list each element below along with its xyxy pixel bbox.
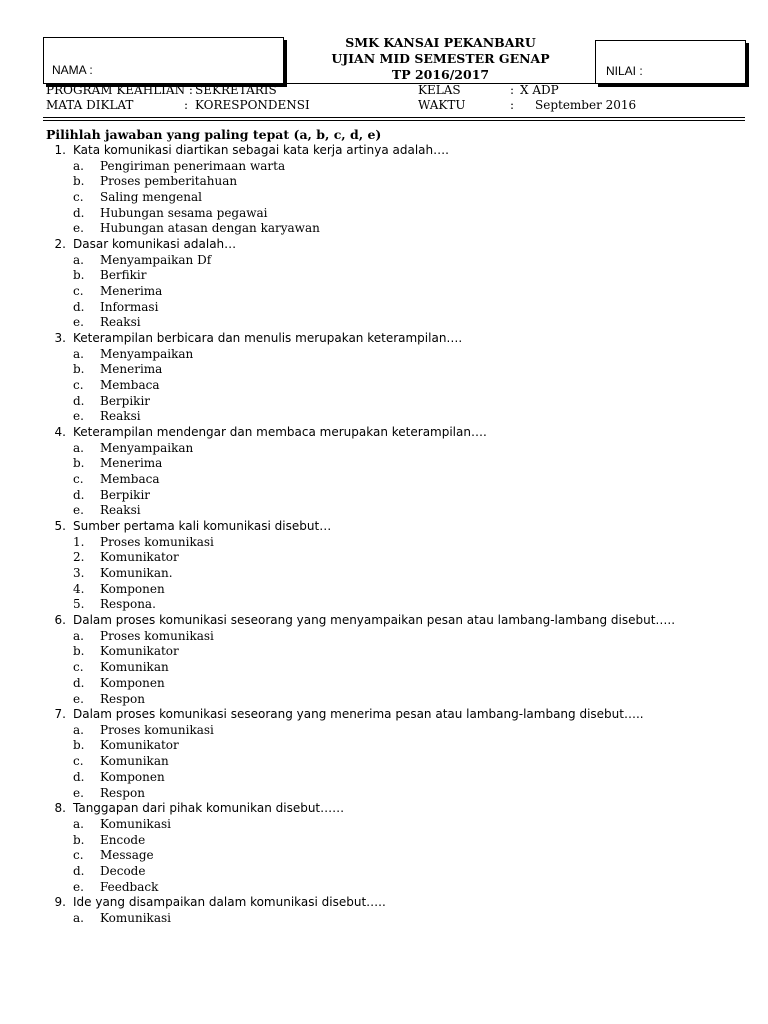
answer-option[interactable] (46, 880, 761, 896)
option-label: b. (73, 174, 85, 189)
question-text: Dasar komunikasi adalah… (73, 237, 237, 252)
answer-option[interactable] (46, 911, 761, 927)
answer-option[interactable] (46, 190, 761, 206)
option-label: d. (73, 487, 85, 502)
option-label: d. (73, 863, 85, 878)
question-number: 3. (54, 331, 66, 346)
question-4 (46, 425, 761, 441)
option-text: Menyampaikan (100, 440, 194, 455)
option-label: c. (73, 754, 84, 769)
question-text: Keterampilan mendengar dan membaca merupakan keterampilan…. (73, 425, 487, 440)
option-text: Proses komunikasi (100, 628, 214, 643)
answer-option[interactable] (46, 566, 761, 582)
option-text: Komponen (100, 769, 165, 784)
option-label: b. (73, 832, 85, 847)
answer-option[interactable] (46, 582, 761, 598)
option-text: Pengiriman penerimaan warta (100, 158, 286, 173)
question-text: Dalam proses komunikasi seseorang yang menyampaikan pesan atau lambang-lambang disebut….. (73, 613, 676, 628)
question-number: 7. (54, 707, 66, 722)
class-value: X ADP (520, 83, 559, 97)
answer-option[interactable] (46, 864, 761, 880)
option-label: e. (73, 691, 84, 706)
name-box[interactable] (43, 37, 284, 84)
answer-option[interactable] (46, 268, 761, 284)
option-label: a. (73, 346, 84, 361)
option-text: Komponen (100, 581, 165, 596)
subject-value: KORESPONDENSI (195, 98, 310, 112)
option-label: b. (73, 268, 85, 283)
answer-option[interactable] (46, 644, 761, 660)
answer-option[interactable] (46, 315, 761, 331)
option-text: Komunikasi (100, 816, 171, 831)
option-text: Proses komunikasi (100, 534, 214, 549)
answer-option[interactable] (46, 550, 761, 566)
answer-option[interactable] (46, 409, 761, 425)
option-text: Membaca (100, 472, 160, 487)
answer-option[interactable] (46, 660, 761, 676)
option-text: Menyampaikan Df (100, 252, 212, 267)
answer-option[interactable] (46, 472, 761, 488)
question-number: 1. (54, 143, 66, 157)
answer-option[interactable] (46, 723, 761, 739)
subject-colon: : (184, 98, 189, 112)
option-label: b. (73, 362, 85, 377)
option-label: b. (73, 644, 85, 659)
answer-option[interactable] (46, 300, 761, 316)
option-label: 5. (73, 597, 85, 612)
question-1 (46, 143, 761, 159)
answer-option[interactable] (46, 535, 761, 551)
option-text: Komunikasi (100, 910, 171, 925)
option-text: Hubungan atasan dengan karyawan (100, 221, 320, 236)
answer-option[interactable] (46, 362, 761, 378)
program-value: SEKRETARIS (195, 83, 277, 97)
option-label: c. (73, 284, 84, 298)
school-name: SMK KANSAI PEKANBARU (345, 35, 536, 50)
option-label: a. (73, 722, 84, 737)
option-label: b. (73, 738, 85, 753)
option-label: d. (73, 675, 85, 690)
question-number: 9. (54, 895, 66, 910)
answer-option[interactable] (46, 394, 761, 410)
option-text: Berpikir (100, 487, 151, 502)
option-label: a. (73, 628, 84, 643)
time-colon: : (510, 98, 515, 112)
score-label: NILAI : (606, 64, 643, 78)
answer-option[interactable] (46, 456, 761, 472)
option-label: d. (73, 299, 85, 314)
option-text: Decode (100, 863, 146, 878)
question-text: Keterampilan berbicara dan menulis merupakan keterampilan…. (73, 331, 463, 346)
option-text: Berpikir (100, 393, 151, 408)
option-label: 2. (73, 550, 85, 565)
option-text: Komunikan. (100, 566, 173, 581)
name-label: NAMA : (52, 63, 93, 77)
option-label: 3. (73, 566, 85, 581)
answer-option[interactable] (46, 848, 761, 864)
question-text: Kata komunikasi diartikan sebagai kata kerja artinya adalah…. (73, 143, 449, 157)
question-2 (46, 237, 761, 253)
answer-option[interactable] (46, 833, 761, 849)
option-label: c. (73, 660, 84, 675)
option-text: Komunikan (100, 754, 169, 769)
option-label: 4. (73, 581, 85, 596)
question-number: 5. (54, 519, 66, 534)
option-label: a. (73, 252, 84, 267)
option-label: a. (73, 816, 84, 831)
option-label: e. (73, 785, 84, 800)
answer-option[interactable] (46, 692, 761, 708)
option-text: Hubungan sesama pegawai (100, 205, 268, 220)
answer-option[interactable] (46, 206, 761, 222)
answer-option[interactable] (46, 629, 761, 645)
subject-label: MATA DIKLAT (46, 98, 134, 112)
option-label: c. (73, 848, 84, 863)
option-label: a. (73, 910, 84, 925)
option-text: Membaca (100, 378, 160, 393)
option-label: e. (73, 221, 84, 236)
question-text: Dalam proses komunikasi seseorang yang menerima pesan atau lambang-lambang disebut….. (73, 707, 644, 722)
class-colon: : (510, 83, 515, 97)
answer-option[interactable] (46, 786, 761, 802)
option-label: e. (73, 315, 84, 330)
option-text: Message (100, 848, 154, 863)
option-text: Informasi (100, 299, 159, 314)
question-text: Tanggapan dari pihak komunikan disebut…… (73, 801, 345, 816)
question-text: Ide yang disampaikan dalam komunikasi disebut….. (73, 895, 386, 910)
question-number: 4. (54, 425, 66, 440)
program-label: PROGRAM KEAHLIAN : (46, 83, 193, 97)
option-label: e. (73, 879, 84, 894)
answer-option[interactable] (46, 174, 761, 190)
option-label: d. (73, 769, 85, 784)
time-value: September 2016 (535, 98, 637, 112)
answer-option[interactable] (46, 738, 761, 754)
question-6 (46, 613, 761, 629)
question-7 (46, 707, 761, 723)
option-text: Reaksi (100, 315, 141, 330)
option-text: Saling mengenal (100, 189, 202, 204)
instruction: Pilihlah jawaban yang paling tepat (a, b, c, d, e) (46, 127, 382, 142)
option-label: c. (73, 378, 84, 393)
option-label: e. (73, 503, 84, 518)
question-5 (46, 519, 761, 535)
option-label: a. (73, 158, 84, 173)
answer-option[interactable] (46, 503, 761, 519)
question-8 (46, 801, 761, 817)
answer-option[interactable] (46, 284, 761, 300)
answer-option[interactable] (46, 253, 761, 269)
option-text: Komunikan (100, 660, 169, 675)
question-number: 8. (54, 801, 66, 816)
option-text: Feedback (100, 879, 159, 894)
option-text: Encode (100, 832, 146, 847)
question-number: 6. (54, 613, 66, 628)
answer-option[interactable] (46, 488, 761, 504)
answer-option[interactable] (46, 597, 761, 613)
option-text: Respona. (100, 597, 156, 612)
header-rule-bottom-2 (43, 120, 745, 121)
option-text: Respon (100, 691, 145, 706)
question-9 (46, 895, 761, 911)
option-text: Berfikir (100, 268, 147, 283)
question-text: Sumber pertama kali komunikasi disebut… (73, 519, 332, 534)
option-label: c. (73, 189, 84, 204)
option-text: Reaksi (100, 503, 141, 518)
answer-option[interactable] (46, 378, 761, 394)
answer-option[interactable] (46, 347, 761, 363)
answer-option[interactable] (46, 676, 761, 692)
header-rule-bottom-1 (43, 117, 745, 118)
option-label: e. (73, 409, 84, 424)
answer-option[interactable] (46, 754, 761, 770)
option-label: b. (73, 456, 85, 471)
option-text: Proses pemberitahuan (100, 174, 238, 189)
option-text: Menerima (100, 284, 163, 298)
answer-option[interactable] (46, 817, 761, 833)
option-text: Menerima (100, 362, 163, 377)
option-label: c. (73, 472, 84, 487)
option-text: Respon (100, 785, 145, 800)
question-list (46, 127, 761, 927)
option-label: d. (73, 393, 85, 408)
answer-option[interactable] (46, 221, 761, 237)
option-label: 1. (73, 534, 85, 549)
option-text: Menyampaikan (100, 346, 194, 361)
option-text: Proses komunikasi (100, 722, 214, 737)
option-text: Komunikator (100, 550, 179, 565)
answer-option[interactable] (46, 770, 761, 786)
school-year: TP 2016/2017 (391, 67, 490, 82)
option-text: Menerima (100, 456, 163, 471)
answer-option[interactable] (46, 441, 761, 457)
score-box[interactable] (595, 40, 746, 84)
option-text: Komponen (100, 675, 165, 690)
option-text: Reaksi (100, 409, 141, 424)
answer-option[interactable] (46, 159, 761, 175)
option-label: d. (73, 205, 85, 220)
exam-title: UJIAN MID SEMESTER GENAP (331, 51, 550, 66)
option-label: a. (73, 440, 84, 455)
time-label: WAKTU (418, 98, 466, 112)
question-number: 2. (54, 237, 66, 252)
option-text: Komunikator (100, 738, 179, 753)
class-label: KELAS (418, 83, 461, 97)
option-text: Komunikator (100, 644, 179, 659)
question-3 (46, 331, 761, 347)
